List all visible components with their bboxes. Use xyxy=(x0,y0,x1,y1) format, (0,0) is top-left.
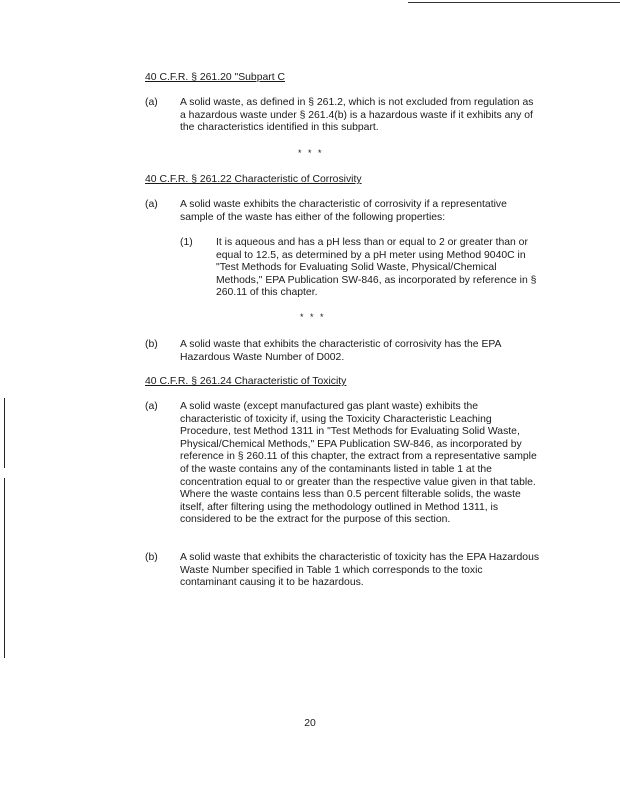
paragraph-label-a: (a) xyxy=(145,401,158,412)
paragraph-label-a: (a) xyxy=(145,97,158,108)
ellipsis: * * * xyxy=(300,312,326,322)
section-heading-261-22: 40 C.F.R. § 261.22 Characteristic of Corrosivity xyxy=(145,174,362,185)
left-margin-mark xyxy=(4,478,5,658)
paragraph-text: A solid waste that exhibits the characteristic of corrosivity has the EPA Hazardous Waste Number of D002. xyxy=(180,339,501,363)
ellipsis: * * * xyxy=(298,148,324,158)
paragraph-text: A solid waste (except manufactured gas plant waste) exhibits the characteristic of toxicity if, using the Toxicity Characteristic Leaching Procedure, test Method 1311 in "Test Methods for Evaluating Solid Waste, Physical/Chemical Methods," EPA Publication SW-846, as incorporated by reference in § 260.11 of this chapter, the extract from a representative sample of the waste contains any of the contaminants listed in table 1 at the concentration equal to or greater than the respective value given in that table. Where the waste contains less than 0.5 percent filterable solids, the waste itself, after filtering using the methodology outlined in Method 1311, is considered to be the extract for the purpose of this section. xyxy=(180,401,537,526)
subparagraph-label-1: (1) xyxy=(180,237,193,248)
paragraph-label-b: (b) xyxy=(145,339,158,350)
subparagraph-text: It is aqueous and has a pH less than or equal to 2 or greater than or equal to 12.5, as determined by a pH meter using Method 9040C in "Test Methods for Evaluating Solid Waste, Physical/Chemical Methods," EPA Publication SW-846, as incorporated by reference in § 260.11 of this chapter. xyxy=(216,237,537,299)
paragraph-text: A solid waste exhibits the characteristic of corrosivity if a representative sample of the waste has either of the following properties: xyxy=(180,199,507,223)
top-rule xyxy=(408,2,620,3)
page-number: 20 xyxy=(304,718,316,729)
paragraph-text: A solid waste, as defined in § 261.2, which is not excluded from regulation as a hazardous waste under § 261.4(b) is a hazardous waste if it exhibits any of the characteristics identified in this subpart. xyxy=(180,97,534,134)
section-heading-261-24: 40 C.F.R. § 261.24 Characteristic of Toxicity xyxy=(145,376,347,387)
paragraph-text: A solid waste that exhibits the characteristic of toxicity has the EPA Hazardous Waste Number specified in Table 1 which corresponds to the toxic contaminant causing it to be hazardous. xyxy=(180,552,540,589)
paragraph-label-b: (b) xyxy=(145,552,158,563)
paragraph-label-a: (a) xyxy=(145,199,158,210)
section-heading-261-20: 40 C.F.R. § 261.20 "Subpart C xyxy=(145,72,285,83)
left-margin-mark xyxy=(4,398,5,468)
